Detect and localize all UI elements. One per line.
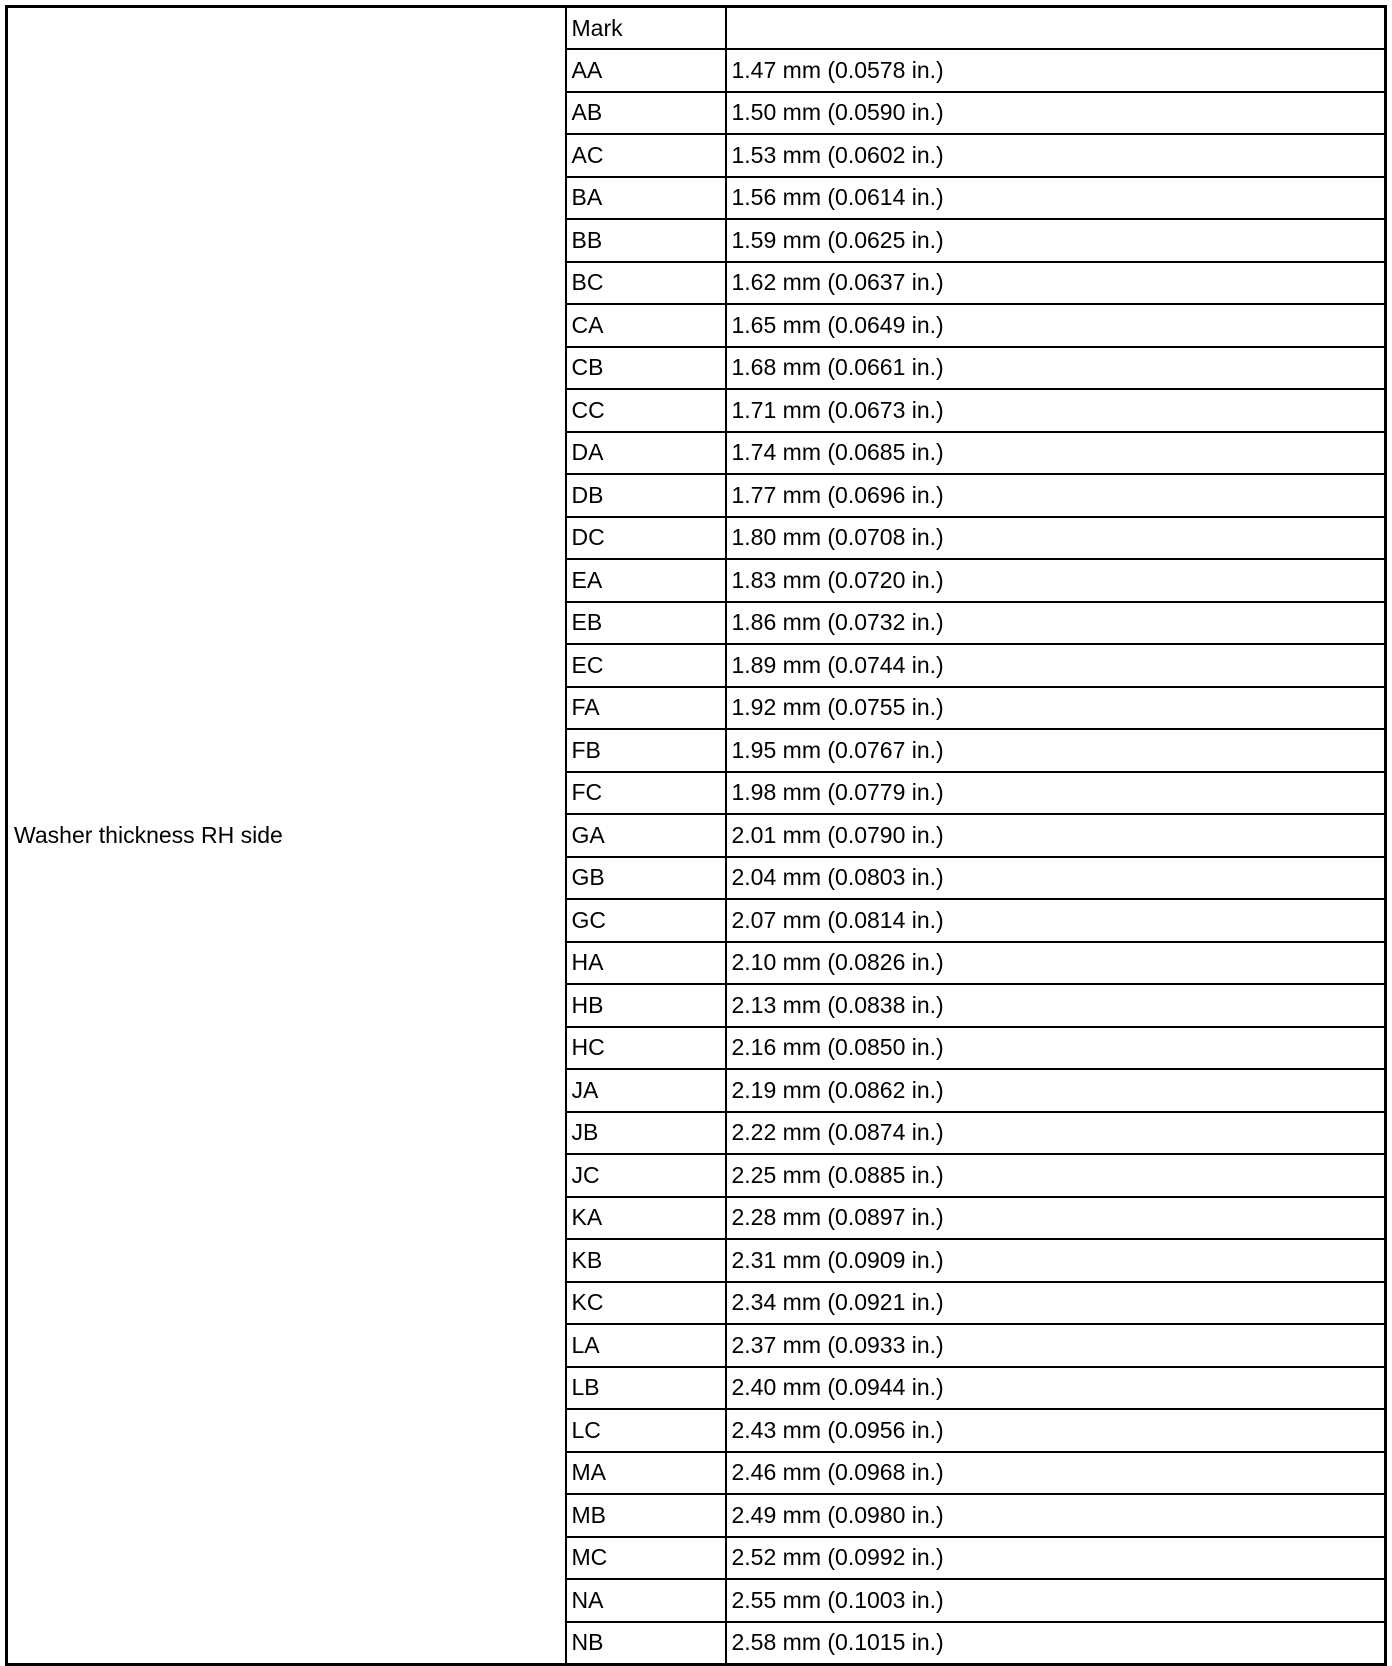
thickness-value-cell: 1.56 mm (0.0614 in.) bbox=[726, 177, 1386, 220]
thickness-value-cell: 1.47 mm (0.0578 in.) bbox=[726, 49, 1386, 92]
mark-cell: LC bbox=[566, 1409, 726, 1452]
thickness-value-cell: 2.58 mm (0.1015 in.) bbox=[726, 1622, 1386, 1665]
thickness-value-cell: 1.65 mm (0.0649 in.) bbox=[726, 304, 1386, 347]
thickness-value-cell: 2.52 mm (0.0992 in.) bbox=[726, 1537, 1386, 1580]
mark-cell: AA bbox=[566, 49, 726, 92]
thickness-value-cell: 1.77 mm (0.0696 in.) bbox=[726, 474, 1386, 517]
mark-cell: GA bbox=[566, 814, 726, 857]
thickness-value-cell: 2.19 mm (0.0862 in.) bbox=[726, 1069, 1386, 1112]
mark-cell: CC bbox=[566, 389, 726, 432]
thickness-value-cell: 2.46 mm (0.0968 in.) bbox=[726, 1452, 1386, 1495]
mark-cell: EA bbox=[566, 559, 726, 602]
mark-cell: AB bbox=[566, 92, 726, 135]
thickness-value-cell: 2.49 mm (0.0980 in.) bbox=[726, 1494, 1386, 1537]
thickness-value-cell: 2.43 mm (0.0956 in.) bbox=[726, 1409, 1386, 1452]
mark-cell: NB bbox=[566, 1622, 726, 1665]
thickness-value-cell: 1.74 mm (0.0685 in.) bbox=[726, 432, 1386, 475]
mark-cell: NA bbox=[566, 1579, 726, 1622]
thickness-value-cell: 2.04 mm (0.0803 in.) bbox=[726, 857, 1386, 900]
thickness-value-cell: 2.10 mm (0.0826 in.) bbox=[726, 942, 1386, 985]
table-body bbox=[7, 7, 1386, 1665]
mark-cell: KA bbox=[566, 1197, 726, 1240]
mark-cell: DA bbox=[566, 432, 726, 475]
mark-cell: FC bbox=[566, 772, 726, 815]
mark-cell: KB bbox=[566, 1239, 726, 1282]
mark-cell: EB bbox=[566, 602, 726, 645]
thickness-value-cell: 2.55 mm (0.1003 in.) bbox=[726, 1579, 1386, 1622]
thickness-value-cell: 2.25 mm (0.0885 in.) bbox=[726, 1154, 1386, 1197]
mark-cell: MB bbox=[566, 1494, 726, 1537]
thickness-value-cell: 1.59 mm (0.0625 in.) bbox=[726, 219, 1386, 262]
thickness-value-cell: 1.92 mm (0.0755 in.) bbox=[726, 687, 1386, 730]
mark-cell: GB bbox=[566, 857, 726, 900]
thickness-value-cell: 1.89 mm (0.0744 in.) bbox=[726, 644, 1386, 687]
mark-cell: HA bbox=[566, 942, 726, 985]
thickness-value-cell: 1.80 mm (0.0708 in.) bbox=[726, 517, 1386, 560]
mark-cell: FA bbox=[566, 687, 726, 730]
mark-cell: KC bbox=[566, 1282, 726, 1325]
thickness-value-cell: 2.28 mm (0.0897 in.) bbox=[726, 1197, 1386, 1240]
value-column-header bbox=[726, 7, 1386, 50]
mark-cell: BB bbox=[566, 219, 726, 262]
mark-cell: EC bbox=[566, 644, 726, 687]
thickness-value-cell: 1.62 mm (0.0637 in.) bbox=[726, 262, 1386, 305]
mark-cell: HB bbox=[566, 984, 726, 1027]
washer-thickness-table bbox=[5, 5, 1387, 1666]
thickness-value-cell: 1.53 mm (0.0602 in.) bbox=[726, 134, 1386, 177]
mark-cell: BC bbox=[566, 262, 726, 305]
mark-cell: DB bbox=[566, 474, 726, 517]
mark-cell: CB bbox=[566, 347, 726, 390]
mark-cell: FB bbox=[566, 729, 726, 772]
mark-cell: LA bbox=[566, 1324, 726, 1367]
mark-cell: DC bbox=[566, 517, 726, 560]
thickness-value-cell: 2.07 mm (0.0814 in.) bbox=[726, 899, 1386, 942]
thickness-value-cell: 1.86 mm (0.0732 in.) bbox=[726, 602, 1386, 645]
mark-cell: CA bbox=[566, 304, 726, 347]
thickness-value-cell: 1.98 mm (0.0779 in.) bbox=[726, 772, 1386, 815]
thickness-value-cell: 2.40 mm (0.0944 in.) bbox=[726, 1367, 1386, 1410]
mark-column-header: Mark bbox=[566, 7, 726, 50]
mark-cell: MC bbox=[566, 1537, 726, 1580]
thickness-value-cell: 1.95 mm (0.0767 in.) bbox=[726, 729, 1386, 772]
mark-cell: GC bbox=[566, 899, 726, 942]
thickness-value-cell: 2.01 mm (0.0790 in.) bbox=[726, 814, 1386, 857]
thickness-value-cell: 1.50 mm (0.0590 in.) bbox=[726, 92, 1386, 135]
mark-cell: JB bbox=[566, 1112, 726, 1155]
thickness-value-cell: 2.37 mm (0.0933 in.) bbox=[726, 1324, 1386, 1367]
thickness-value-cell: 2.13 mm (0.0838 in.) bbox=[726, 984, 1386, 1027]
parameter-label: Washer thickness RH side bbox=[7, 7, 566, 1665]
thickness-value-cell: 2.31 mm (0.0909 in.) bbox=[726, 1239, 1386, 1282]
thickness-value-cell: 1.68 mm (0.0661 in.) bbox=[726, 347, 1386, 390]
mark-cell: AC bbox=[566, 134, 726, 177]
mark-cell: JA bbox=[566, 1069, 726, 1112]
thickness-value-cell: 1.83 mm (0.0720 in.) bbox=[726, 559, 1386, 602]
mark-cell: LB bbox=[566, 1367, 726, 1410]
table-header-row bbox=[7, 7, 1386, 50]
thickness-value-cell: 2.22 mm (0.0874 in.) bbox=[726, 1112, 1386, 1155]
mark-cell: HC bbox=[566, 1027, 726, 1070]
thickness-value-cell: 2.34 mm (0.0921 in.) bbox=[726, 1282, 1386, 1325]
mark-cell: JC bbox=[566, 1154, 726, 1197]
mark-cell: MA bbox=[566, 1452, 726, 1495]
mark-cell: BA bbox=[566, 177, 726, 220]
thickness-value-cell: 2.16 mm (0.0850 in.) bbox=[726, 1027, 1386, 1070]
thickness-value-cell: 1.71 mm (0.0673 in.) bbox=[726, 389, 1386, 432]
